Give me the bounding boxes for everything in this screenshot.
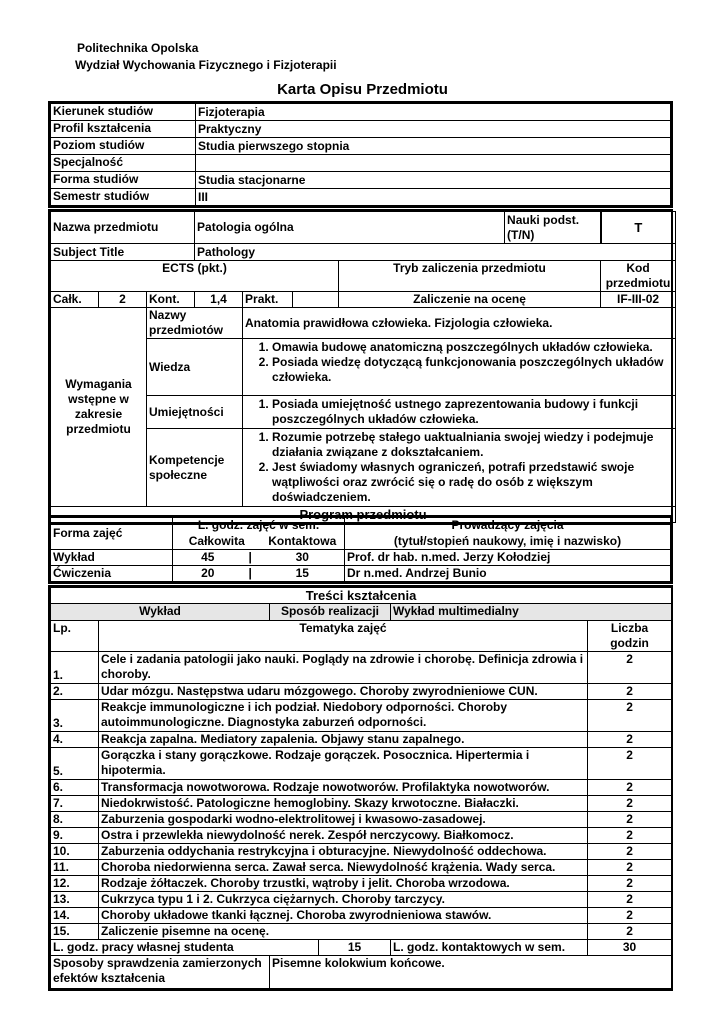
teacher-label: Prowadzący zajęcia <box>345 518 671 534</box>
study-info-label: Kierunek studiów <box>51 104 196 121</box>
topic-text: Udar mózgu. Następstwa udaru mózgowego. Choroby zwyrodnieniowe CUN. <box>99 684 588 700</box>
topic-text: Niedokrwistość. Patologiczne hemoglobiny. Skazy krwotoczne. Białaczki. <box>99 796 588 812</box>
topic-text: Zaburzenia oddychania restrykcyjna i obturacyjne. Niewydolność oddechowa. <box>99 844 588 860</box>
class-total: 45 <box>201 550 215 564</box>
study-info-section <box>48 101 673 208</box>
topic-hours: 2 <box>588 732 672 748</box>
study-info-label: Forma studiów <box>51 172 196 189</box>
topic-number: 9. <box>51 828 99 844</box>
topic-number: 14. <box>51 908 99 924</box>
method-value: Wykład multimedialny <box>391 604 672 621</box>
subject-title-label: Subject Title <box>51 244 195 261</box>
topic-number: 13. <box>51 892 99 908</box>
topic-number: 6. <box>51 780 99 796</box>
topic-row <box>51 908 672 924</box>
topic-row <box>51 844 672 860</box>
topic-hours: 2 <box>588 812 672 828</box>
topic-number: 3. <box>51 700 99 732</box>
content-section <box>48 585 673 991</box>
study-info-label: Poziom studiów <box>51 138 196 155</box>
topic-text: Gorączka i stany gorączkowe. Rodzaje gorączek. Posocznica. Hipertermia i hipotermia. <box>99 748 588 780</box>
class-total-cell <box>173 566 261 582</box>
total-value: 2 <box>99 292 147 308</box>
class-teacher: Prof. dr hab. n.med. Jerzy Kołodziej <box>345 550 671 566</box>
basic-sciences-label: Nauki podst. (T/N) <box>505 212 601 244</box>
topic-number: 7. <box>51 796 99 812</box>
topic-hours: 2 <box>588 828 672 844</box>
code-value: IF-III-02 <box>601 292 676 308</box>
content-type: Wykład <box>51 604 270 621</box>
knowledge-label: Wiedza <box>147 339 243 396</box>
social-item: 2. Jest świadomy własnych ograniczeń, potrafi przedstawić swoje wątpliwości oraz zwrócić się o radę do osób z większym doświadczeniem. <box>272 460 673 505</box>
mode-value: Zaliczenie na ocenę <box>339 292 601 308</box>
topic-text: Cukrzyca typu 1 i 2. Cukrzyca ciężarnych. Choroby tarczycy. <box>99 892 588 908</box>
basic-sciences-value: T <box>601 212 676 244</box>
form-label: Forma zajęć <box>51 518 173 550</box>
study-info-value: Fizjoterapia <box>196 104 671 121</box>
prakt-label: Prakt. <box>243 292 293 308</box>
knowledge-item: 1. Omawia budowę anatomiczną poszczególnych układów człowieka. <box>272 340 673 355</box>
topic-hours: 2 <box>588 860 672 876</box>
topic-text: Ostra i przewlekła niewydolność nerek. Zespół nerczycowy. Białkomocz. <box>99 828 588 844</box>
prakt-value <box>293 292 339 308</box>
topic-row <box>51 796 672 812</box>
subject-section <box>48 209 673 525</box>
topic-row <box>51 732 672 748</box>
self-work-label: L. godz. pracy własnej studenta <box>51 940 319 956</box>
university-name: Politechnika Opolska <box>77 41 199 55</box>
topic-hours: 2 <box>588 892 672 908</box>
class-teacher: Dr n.med. Andrzej Bunio <box>345 566 671 582</box>
knowledge-item: 2. Posiada wiedzę dotyczącą funkcjonowania poszczególnych układów człowieka. <box>272 355 673 385</box>
topic-text: Zaburzenia gospodarki wodno-elektrolitowej i kwasowo-zasadowej. <box>99 812 588 828</box>
verify-value: Pisemne kolokwium końcowe. <box>270 956 672 989</box>
class-separator: | <box>248 566 252 580</box>
topic-number: 5. <box>51 748 99 780</box>
study-info-row <box>51 138 671 155</box>
topic-hours: 2 <box>588 876 672 892</box>
topic-hours: 2 <box>588 652 672 684</box>
mode-label: Tryb zaliczenia przedmiotu <box>339 261 601 292</box>
classes-section <box>48 515 673 584</box>
topic-row <box>51 876 672 892</box>
skills-list <box>243 396 676 429</box>
class-contact: 30 <box>261 550 345 566</box>
study-info-label: Semestr studiów <box>51 189 196 206</box>
topic-hours: 2 <box>588 780 672 796</box>
lp-header: Lp. <box>51 621 99 652</box>
method-label: Sposób realizacji <box>270 604 391 621</box>
study-info-value: Praktyczny <box>196 121 671 138</box>
study-info-value: III <box>196 189 671 206</box>
code-label: Kod przedmiotu <box>601 261 676 292</box>
topic-row <box>51 700 672 732</box>
total-label: Całk. <box>51 292 99 308</box>
class-row <box>51 566 671 582</box>
social-label: Kompetencje społeczne <box>147 429 243 507</box>
topic-text: Transformacja nowotworowa. Rodzaje nowotworów. Profilaktyka nowotworów. <box>99 780 588 796</box>
topic-text: Zaliczenie pisemne na ocenę. <box>99 924 588 940</box>
topic-number: 8. <box>51 812 99 828</box>
verify-label: Sposoby sprawdzenia zamierzonych efektów kształcenia <box>51 956 270 989</box>
topic-row <box>51 828 672 844</box>
social-item: 1. Rozumie potrzebę stałego uaktualniania swojej wiedzy i podejmuje działania związane z dokształcaniem. <box>272 430 673 460</box>
class-form: Wykład <box>51 550 173 566</box>
topic-number: 1. <box>51 652 99 684</box>
class-separator: | <box>248 550 252 564</box>
topic-text: Choroba niedorwienna serca. Zawał serca. Niewydolność krążenia. Wady serca. <box>99 860 588 876</box>
content-title: Treści kształcenia <box>51 588 672 604</box>
self-work-value: 15 <box>319 940 391 956</box>
topic-row <box>51 812 672 828</box>
class-contact: 15 <box>261 566 345 582</box>
topic-hours: 2 <box>588 748 672 780</box>
topic-hours: 2 <box>588 684 672 700</box>
program-title: Program przedmiotu <box>51 507 676 523</box>
skills-label: Umiejętności <box>147 396 243 429</box>
study-info-label: Profil kształcenia <box>51 121 196 138</box>
ects-label: ECTS (pkt.) <box>51 261 339 292</box>
hours-contact-label: Kontaktowa <box>261 534 345 550</box>
topic-row <box>51 684 672 700</box>
topic-text: Choroby układowe tkanki łącznej. Choroba zwyrodnieniowa stawów. <box>99 908 588 924</box>
study-info-row <box>51 155 671 172</box>
topic-hours: 2 <box>588 700 672 732</box>
study-info-value <box>196 155 671 172</box>
topic-hours: 2 <box>588 924 672 940</box>
kont-label: Kont. <box>147 292 195 308</box>
subjects-label: Nazwy przedmiotów <box>147 308 243 339</box>
kont-value: 1,4 <box>195 292 243 308</box>
topic-number: 11. <box>51 860 99 876</box>
teacher-sub-label: (tytuł/stopień naukowy, imię i nazwisko) <box>345 534 671 550</box>
subject-title-value: Pathology <box>195 244 676 261</box>
study-info-row <box>51 104 671 121</box>
subject-name-label: Nazwa przedmiotu <box>51 212 195 244</box>
knowledge-list <box>243 339 676 396</box>
hours-header: Liczba godzin <box>588 621 672 652</box>
study-info-value: Studia stacjonarne <box>196 172 671 189</box>
faculty-name: Wydział Wychowania Fizycznego i Fizjoterapii <box>75 58 337 72</box>
topic-row <box>51 748 672 780</box>
topic-number: 12. <box>51 876 99 892</box>
contact-hours-label: L. godz. kontaktowych w sem. <box>391 940 588 956</box>
study-info-value: Studia pierwszego stopnia <box>196 138 671 155</box>
subjects-value: Anatomia prawidłowa człowieka. Fizjologia człowieka. <box>243 308 676 339</box>
topic-row <box>51 652 672 684</box>
social-list <box>243 429 676 507</box>
hours-label: L. godz. zajęć w sem. <box>173 518 345 534</box>
topic-header: Tematyka zajęć <box>99 621 588 652</box>
subject-name-value: Patologia ogólna <box>195 212 505 244</box>
class-total-cell <box>173 550 261 566</box>
topic-number: 15. <box>51 924 99 940</box>
topic-text: Reakcje immunologiczne i ich podział. Niedobory odporności. Choroby autoimmunologiczne. Diagnostyka zaburzeń odporności. <box>99 700 588 732</box>
topic-text: Cele i zadania patologii jako nauki. Poglądy na zdrowie i chorobę. Definicja zdrowia i choroby. <box>99 652 588 684</box>
class-total: 20 <box>201 566 215 580</box>
document-title: Karta Opisu Przedmiotu <box>277 81 448 98</box>
study-info-row <box>51 189 671 206</box>
topic-number: 2. <box>51 684 99 700</box>
skills-item: 1. Posiada umiejętność ustnego zaprezentowania budowy i funkcji poszczególnych układów człowieka. <box>272 397 673 427</box>
study-info-row <box>51 172 671 189</box>
topic-number: 10. <box>51 844 99 860</box>
topic-hours: 2 <box>588 796 672 812</box>
topic-row <box>51 780 672 796</box>
topic-row <box>51 860 672 876</box>
topic-text: Reakcja zapalna. Mediatory zapalenia. Objawy stanu zapalnego. <box>99 732 588 748</box>
topic-number: 4. <box>51 732 99 748</box>
hours-total-label: Całkowita <box>173 534 261 550</box>
topic-hours: 2 <box>588 844 672 860</box>
prerequisites-label: Wymagania wstępne w zakresie przedmiotu <box>51 308 147 507</box>
topic-row <box>51 892 672 908</box>
topic-row <box>51 924 672 940</box>
class-row <box>51 550 671 566</box>
class-form: Ćwiczenia <box>51 566 173 582</box>
study-info-label: Specjalność <box>51 155 196 172</box>
study-info-row <box>51 121 671 138</box>
topic-text: Rodzaje żółtaczek. Choroby trzustki, wątroby i jelit. Choroba wrzodowa. <box>99 876 588 892</box>
topic-hours: 2 <box>588 908 672 924</box>
contact-hours-value: 30 <box>588 940 672 956</box>
